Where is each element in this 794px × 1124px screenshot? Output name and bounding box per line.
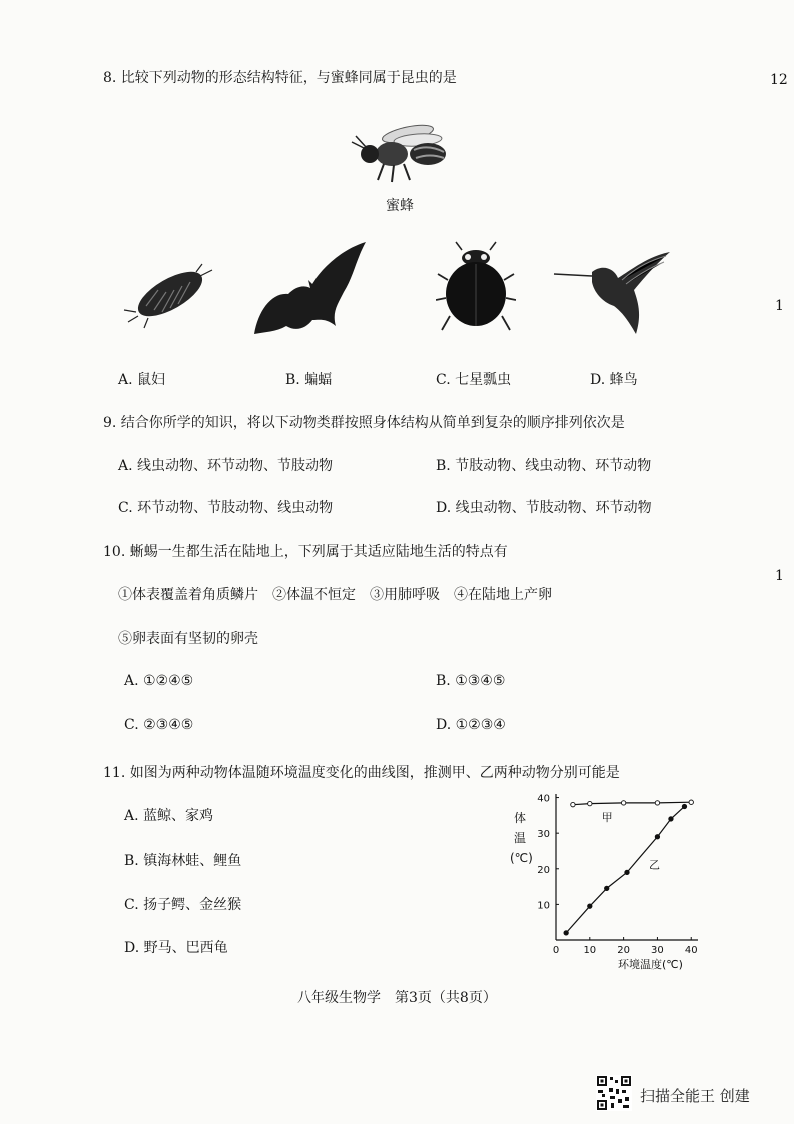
q11-option-c[interactable]: C. 扬子鳄、金丝猴: [124, 897, 242, 913]
y-label-char-1: 体: [514, 811, 527, 825]
woodlouse-image: [118, 262, 218, 330]
edge-mark-top: 12: [770, 72, 788, 88]
x-tick-label: 30: [651, 945, 664, 956]
q9-option-d[interactable]: D. 线虫动物、节肢动物、环节动物: [436, 500, 652, 516]
y-tick-label: 20: [537, 864, 550, 876]
y-tick-label: 30: [537, 829, 550, 841]
bat-image: [248, 240, 372, 336]
data-point: [564, 931, 568, 935]
q10-option-d[interactable]: D. ①②③④: [436, 717, 506, 733]
q10-option-a[interactable]: A. ①②④⑤: [124, 673, 194, 689]
edge-mark-mid: 1: [775, 298, 784, 314]
q9-option-a[interactable]: A. 线虫动物、环节动物、节肢动物: [118, 458, 334, 474]
data-point: [605, 886, 609, 890]
q9-option-b[interactable]: B. 节肢动物、线虫动物、环节动物: [436, 458, 652, 474]
qr-code-icon: [596, 1075, 632, 1111]
bee-caption: 蜜蜂: [386, 198, 414, 214]
q10-option-b[interactable]: B. ①③④⑤: [436, 673, 506, 689]
scanner-watermark: 扫描全能王 创建: [640, 1087, 750, 1105]
q10-items-line2: ⑤卵表面有坚韧的卵壳: [118, 631, 258, 647]
x-tick-label: 0: [552, 945, 560, 956]
data-point: [621, 801, 625, 805]
q11-option-d[interactable]: D. 野马、巴西龟: [124, 940, 228, 956]
q8-option-d[interactable]: D. 蜂鸟: [590, 372, 638, 388]
bee-image: [348, 120, 460, 192]
ladybird-image: [436, 240, 516, 336]
series-line-yi: [566, 806, 684, 932]
x-tick-label: 40: [684, 945, 698, 956]
q11-option-a[interactable]: A. 蓝鲸、家鸡: [124, 808, 214, 824]
y-tick-label: 10: [537, 900, 550, 912]
q8-option-c[interactable]: C. 七星瓢虫: [436, 372, 512, 388]
question-8-stem: 8. 比较下列动物的形态结构特征，与蜜蜂同属于昆虫的是: [103, 70, 457, 86]
q10-items-line1: ①体表覆盖着角质鳞片 ②体温不恒定 ③用肺呼吸 ④在陆地上产卵: [118, 587, 552, 603]
page-footer: 八年级生物学 第3页（共8页）: [297, 990, 497, 1006]
data-point: [669, 817, 673, 821]
x-tick-label: 10: [583, 945, 597, 956]
question-11-stem: 11. 如图为两种动物体温随环境温度变化的曲线图，推测甲、乙两种动物分别可能是: [103, 765, 620, 781]
question-10-stem: 10. 蜥蜴一生都生活在陆地上，下列属于其适应陆地生活的特点有: [103, 544, 508, 560]
body-temperature-chart: [500, 782, 710, 974]
data-point: [625, 870, 629, 874]
y-label-char-2: 温: [514, 831, 527, 845]
x-tick-label: 20: [617, 945, 630, 956]
x-axis-label: 环境温度(℃): [618, 958, 683, 971]
series-label: 乙: [649, 858, 660, 872]
edge-mark-low: 1: [775, 568, 784, 584]
data-point: [588, 801, 592, 805]
data-point: [682, 804, 686, 808]
data-point: [655, 801, 659, 805]
question-9-stem: 9. 结合你所学的知识，将以下动物类群按照身体结构从简单到复杂的顺序排列依次是: [103, 415, 625, 431]
data-point: [588, 904, 592, 908]
q9-option-c[interactable]: C. 环节动物、节肢动物、线虫动物: [118, 500, 334, 516]
data-point: [689, 800, 693, 804]
q10-option-c[interactable]: C. ②③④⑤: [124, 717, 194, 733]
series-label: 甲: [601, 810, 613, 824]
y-label-char-3: (℃): [510, 851, 533, 865]
q8-option-a[interactable]: A. 鼠妇: [118, 372, 166, 388]
q11-option-b[interactable]: B. 镇海林蛙、鲤鱼: [124, 853, 242, 869]
data-point: [655, 835, 659, 839]
q8-option-b[interactable]: B. 蝙蝠: [285, 372, 333, 388]
data-point: [571, 802, 575, 806]
hummingbird-image: [552, 250, 672, 340]
y-tick-label: 40: [537, 793, 550, 805]
